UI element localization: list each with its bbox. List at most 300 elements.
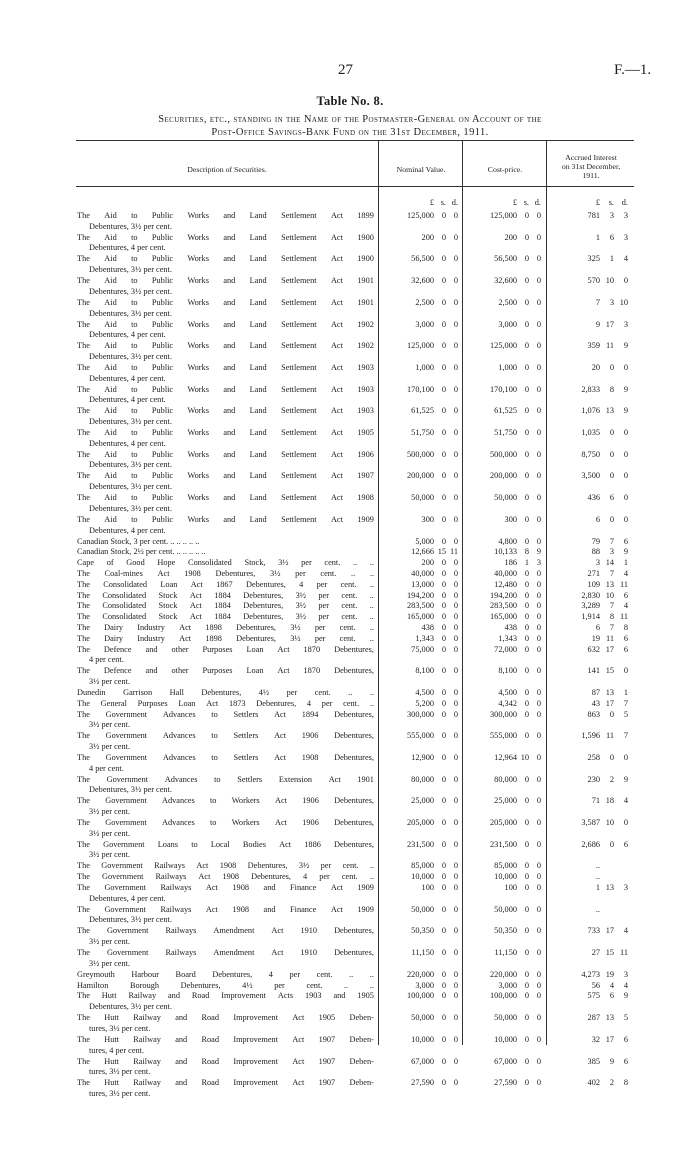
cost-shillings: 1	[524, 558, 529, 568]
security-description	[77, 840, 374, 862]
cost-pence: 0	[536, 926, 541, 936]
accrued-pounds: 109	[587, 579, 600, 589]
accrued-pence: 9	[623, 774, 628, 784]
description-line-1: The Consolidated Stock Act 1884 Debentures, 3½ per cent. ..	[77, 590, 374, 600]
accrued-pence: 6	[623, 839, 628, 849]
nominal-shillings: 0	[441, 297, 446, 307]
table-row	[0, 623, 700, 634]
nominal-pence: 0	[453, 319, 458, 329]
unit-pence: d.	[534, 198, 541, 207]
security-description	[77, 1057, 374, 1079]
cost-pounds: 300,000	[490, 709, 517, 719]
nominal-shillings: 0	[441, 493, 446, 503]
cost-pence: 0	[536, 752, 541, 762]
accrued-shillings: 6	[609, 232, 614, 242]
cost-pence: 0	[536, 633, 541, 643]
security-description	[77, 981, 374, 992]
nominal-pounds: 300,000	[407, 709, 434, 719]
cost-shillings: 0	[524, 384, 529, 394]
accrued-pounds: 436	[587, 493, 600, 503]
description-line-2: 3½ per cent.	[89, 850, 131, 860]
table-row	[0, 450, 700, 472]
nominal-shillings: 0	[441, 752, 446, 762]
nominal-pence: 0	[453, 1013, 458, 1023]
cost-shillings: 0	[524, 796, 529, 806]
nominal-pounds: 56,500	[411, 254, 434, 264]
security-description	[77, 1035, 374, 1057]
description-line-2: Debentures, 3½ per cent.	[89, 785, 172, 795]
cost-pence: 0	[536, 883, 541, 892]
accrued-pence: 4	[623, 568, 628, 578]
nominal-shillings: 0	[441, 622, 446, 632]
accrued-pounds: 733	[587, 926, 600, 936]
nominal-pounds: 5,200	[415, 698, 434, 708]
security-description	[77, 569, 374, 580]
cost-pounds: 8,100	[498, 666, 517, 676]
accrued-pounds: 87	[591, 687, 600, 697]
nominal-pounds: 10,000	[411, 1034, 434, 1044]
description-line-1: The Consolidated Loan Act 1867 Debentures, 4 per cent. ..	[77, 579, 374, 589]
cost-pounds: 125,000	[490, 211, 517, 220]
accrued-pence: 11	[620, 612, 628, 622]
cost-shillings: 0	[524, 297, 529, 307]
accrued-pence: 9	[623, 384, 628, 394]
table-row	[0, 515, 700, 537]
accrued-pounds: ..	[595, 861, 600, 871]
accrued-shillings: 2	[609, 774, 614, 784]
nominal-pounds: 40,000	[411, 568, 434, 578]
nominal-pounds: 25,000	[411, 796, 434, 806]
nominal-pounds: 220,000	[407, 969, 434, 979]
accrued-pence: 11	[620, 579, 628, 589]
table-row	[0, 731, 700, 753]
description-line-2: Debentures, 3½ per cent.	[89, 265, 172, 275]
accrued-shillings: 9	[609, 1056, 614, 1066]
accrued-pence: 7	[623, 731, 628, 741]
cost-shillings: 0	[524, 590, 529, 600]
nominal-pounds: 8,100	[415, 666, 434, 676]
nominal-pounds: 32,600	[411, 276, 434, 286]
nominal-pence: 0	[453, 861, 458, 871]
nominal-pence: 0	[453, 698, 458, 708]
accrued-shillings: 10	[605, 590, 614, 600]
security-description	[77, 905, 374, 927]
description-line-2: Debentures, 3½ per cent.	[89, 503, 172, 513]
nominal-pence: 0	[453, 471, 458, 481]
nominal-pounds: 125,000	[407, 341, 434, 351]
cost-pounds: 1,343	[498, 633, 517, 643]
cost-pounds: 25,000	[494, 796, 517, 806]
cost-pence: 0	[536, 1034, 541, 1044]
cost-pence: 0	[536, 514, 541, 524]
cost-pence: 0	[536, 254, 541, 264]
cost-shillings: 0	[524, 341, 529, 351]
description-line-1: The Coal-mines Act 1908 Debentures, 3½ per cent. .. ..	[77, 568, 374, 578]
table-row	[0, 1057, 700, 1079]
cost-shillings: 0	[524, 276, 529, 286]
accrued-pence: 8	[623, 622, 628, 632]
nominal-pounds: 3,000	[415, 980, 434, 990]
nominal-shillings: 0	[441, 709, 446, 719]
nominal-pounds: 231,500	[407, 839, 434, 849]
nominal-shillings: 0	[441, 341, 446, 351]
security-description	[77, 537, 374, 548]
unit-pound: £	[429, 198, 434, 207]
description-line-1: Greymouth Harbour Board Debentures, 4 per cent. .. ..	[77, 969, 374, 979]
nominal-pounds: 200	[421, 232, 434, 242]
accrued-pounds: 6	[595, 514, 600, 524]
cost-pence: 0	[536, 428, 541, 437]
cost-pence: 0	[536, 362, 541, 372]
cost-pence: 0	[536, 319, 541, 329]
cost-pence: 0	[536, 1013, 541, 1023]
description-line-2: Debentures, 3½ per cent.	[89, 286, 172, 296]
cost-pounds: 500,000	[490, 449, 517, 459]
cost-shillings: 0	[524, 666, 529, 676]
cost-pence: 0	[536, 731, 541, 741]
nominal-pounds: 165,000	[407, 612, 434, 622]
cost-shillings: 0	[524, 926, 529, 936]
table-row	[0, 666, 700, 688]
cost-pounds: 125,000	[490, 341, 517, 351]
table-row	[0, 233, 700, 255]
security-description	[77, 753, 374, 775]
accrued-pence: 6	[623, 536, 628, 546]
security-description	[77, 601, 374, 612]
table-row	[0, 537, 700, 548]
accrued-shillings: 11	[606, 341, 614, 351]
accrued-pence: 0	[623, 449, 628, 459]
nominal-shillings: 0	[441, 904, 446, 914]
unit-shillings: s.	[608, 198, 614, 207]
accrued-pounds: 141	[587, 666, 600, 676]
accrued-pence: 1	[623, 687, 628, 697]
accrued-shillings: 17	[605, 926, 614, 936]
security-description	[77, 341, 374, 363]
accrued-pence: 4	[623, 980, 628, 990]
table-row	[0, 601, 700, 612]
security-description	[77, 970, 374, 981]
cost-pounds: 438	[504, 622, 517, 632]
nominal-pounds: 50,000	[411, 904, 434, 914]
description-line-1: The Defence and other Purposes Loan Act 1870 Debentures,	[77, 666, 374, 676]
description-line-1: The Aid to Public Works and Land Settlement Act 1903	[77, 362, 374, 372]
cost-pounds: 4,500	[498, 687, 517, 697]
nominal-pence: 0	[453, 536, 458, 546]
accrued-pounds: 4,273	[581, 969, 600, 979]
accrued-pence: 11	[620, 948, 628, 958]
accrued-pence: 9	[623, 406, 628, 416]
nominal-shillings: 0	[441, 969, 446, 979]
cost-pence: 0	[536, 297, 541, 307]
nominal-pence: 0	[453, 731, 458, 741]
cost-pence: 0	[536, 818, 541, 827]
header-accrued-line-1: Accrued Interest	[565, 153, 617, 162]
cost-shillings: 0	[524, 904, 529, 914]
nominal-pounds: 80,000	[411, 774, 434, 784]
security-description	[77, 645, 374, 667]
security-description	[77, 428, 374, 450]
description-line-1: The Aid to Public Works and Land Settlement Act 1909	[77, 514, 374, 524]
accrued-pounds: 2,833	[581, 384, 600, 394]
nominal-shillings: 0	[441, 1013, 446, 1023]
cost-pence: 0	[536, 644, 541, 654]
nominal-shillings: 0	[441, 406, 446, 416]
accrued-shillings: 13	[605, 883, 614, 892]
nominal-shillings: 0	[441, 211, 446, 220]
cost-shillings: 0	[524, 514, 529, 524]
nominal-pence: 0	[453, 1078, 458, 1088]
security-description	[77, 818, 374, 840]
table-row	[0, 385, 700, 407]
accrued-shillings: 13	[605, 406, 614, 416]
nominal-pounds: 67,000	[411, 1056, 434, 1066]
table-row	[0, 580, 700, 591]
table-row	[0, 612, 700, 623]
cost-pence: 0	[536, 774, 541, 784]
description-line-1: The Consolidated Stock Act 1884 Debentures, 3½ per cent. ..	[77, 601, 374, 611]
accrued-pounds: 575	[587, 991, 600, 1001]
accrued-pence: 0	[623, 514, 628, 524]
cost-pence: 0	[536, 449, 541, 459]
accrued-pounds: 6	[595, 622, 600, 632]
accrued-shillings: 8	[609, 612, 614, 622]
accrued-pounds: 8,750	[581, 449, 600, 459]
accrued-shillings: 3	[609, 297, 614, 307]
description-line-1: Canadian Stock, 3 per cent. .. .. .. .. ..	[77, 536, 200, 546]
accrued-shillings: 7	[609, 568, 614, 578]
accrued-shillings: 0	[609, 428, 614, 437]
cost-pence: 0	[536, 622, 541, 632]
nominal-shillings: 0	[441, 818, 446, 827]
accrued-pounds: 1,076	[581, 406, 600, 416]
cost-pounds: 300	[504, 514, 517, 524]
description-line-2: 3½ per cent.	[89, 676, 131, 686]
table-row	[0, 1078, 700, 1100]
accrued-pence: 5	[623, 709, 628, 719]
nominal-shillings: 0	[441, 449, 446, 459]
table-row	[0, 883, 700, 905]
accrued-shillings: 14	[605, 558, 614, 568]
security-description	[77, 623, 374, 634]
security-description	[77, 872, 374, 883]
description-line-1: The Government Railways Act 1908 Debentures, 3½ per cent. ..	[77, 861, 374, 871]
table-row	[0, 569, 700, 580]
cost-pounds: 10,133	[494, 547, 517, 557]
security-description	[77, 558, 374, 569]
nominal-pounds: 50,000	[411, 1013, 434, 1023]
nominal-shillings: 0	[441, 579, 446, 589]
description-line-2: Debentures, 3½ per cent.	[89, 482, 172, 492]
cost-shillings: 0	[524, 319, 529, 329]
unit-pence: d.	[621, 198, 628, 207]
security-description	[77, 861, 374, 872]
accrued-pounds: 1	[595, 883, 600, 892]
nominal-pence: 0	[453, 568, 458, 578]
security-description	[77, 363, 374, 385]
accrued-shillings: 7	[609, 536, 614, 546]
nominal-pence: 0	[453, 276, 458, 286]
nominal-pence: 0	[453, 926, 458, 936]
description-line-1: Cape of Good Hope Consolidated Stock, 3½ per cent. .. ..	[77, 558, 374, 568]
accrued-pence: 0	[623, 428, 628, 437]
description-line-1: The Government Railways Act 1908 Debentures, 4 per cent. ..	[77, 872, 374, 882]
description-line-1: Dunedin Garrison Hall Debentures, 4½ per cent. .. ..	[77, 687, 374, 697]
nominal-pence: 0	[453, 232, 458, 242]
unit-pound: £	[512, 198, 517, 207]
accrued-pounds: 3	[595, 558, 600, 568]
description-line-1: The Aid to Public Works and Land Settlement Act 1901	[77, 276, 374, 286]
nominal-pence: 0	[453, 774, 458, 784]
cost-shillings: 0	[524, 698, 529, 708]
nominal-shillings: 0	[441, 601, 446, 611]
cost-pounds: 205,000	[490, 818, 517, 827]
nominal-pence: 0	[453, 612, 458, 622]
security-description	[77, 666, 374, 688]
cost-pounds: 4,342	[498, 698, 517, 708]
cost-pounds: 27,590	[494, 1078, 517, 1088]
accrued-pence: 4	[623, 254, 628, 264]
nominal-pounds: 4,500	[415, 687, 434, 697]
accrued-pounds: ..	[595, 872, 600, 882]
cost-shillings: 0	[524, 969, 529, 979]
accrued-pounds: 2,830	[581, 590, 600, 600]
description-line-1: The Government Advances to Settlers Act 1908 Debentures,	[77, 752, 374, 762]
nominal-pence: 0	[453, 622, 458, 632]
accrued-pounds: 9	[595, 319, 600, 329]
nominal-pounds: 75,000	[411, 644, 434, 654]
nominal-shillings: 0	[441, 536, 446, 546]
nominal-shillings: 0	[441, 590, 446, 600]
cost-pence: 0	[536, 232, 541, 242]
cost-pence: 0	[536, 612, 541, 622]
security-description	[77, 699, 374, 710]
nominal-shillings: 0	[441, 362, 446, 372]
table-row	[0, 1013, 700, 1035]
accrued-pence: 3	[623, 883, 628, 892]
accrued-pence: 8	[623, 1078, 628, 1088]
accrued-pounds: 88	[591, 547, 600, 557]
accrued-pounds: ..	[595, 904, 600, 914]
accrued-pounds: 1,596	[581, 731, 600, 741]
cost-shillings: 0	[524, 232, 529, 242]
nominal-shillings: 0	[441, 232, 446, 242]
table-row	[0, 428, 700, 450]
table-row	[0, 254, 700, 276]
nominal-pence: 0	[453, 969, 458, 979]
table-row	[0, 320, 700, 342]
cost-shillings: 0	[524, 980, 529, 990]
nominal-pounds: 283,500	[407, 601, 434, 611]
security-description	[77, 883, 374, 905]
nominal-pence: 0	[453, 818, 458, 827]
description-line-2: Debentures, 4 per cent.	[89, 330, 166, 340]
nominal-pence: 0	[453, 211, 458, 220]
description-line-1: The Consolidated Stock Act 1884 Debentures, 3½ per cent. ..	[77, 612, 374, 622]
accrued-shillings: 0	[609, 839, 614, 849]
nominal-shillings: 0	[441, 514, 446, 524]
description-line-1: The Aid to Public Works and Land Settlement Act 1900	[77, 232, 374, 242]
cost-pounds: 100	[504, 883, 517, 892]
nominal-pounds: 2,500	[415, 297, 434, 307]
nominal-pence: 0	[453, 633, 458, 643]
security-description	[77, 493, 374, 515]
cost-pounds: 10,000	[494, 1034, 517, 1044]
accrued-pounds: 79	[591, 536, 600, 546]
nominal-pounds: 27,590	[411, 1078, 434, 1088]
cost-pence: 0	[536, 1078, 541, 1088]
nominal-pence: 0	[453, 980, 458, 990]
accrued-pounds: 32	[591, 1034, 600, 1044]
cost-pounds: 50,000	[494, 904, 517, 914]
security-description	[77, 298, 374, 320]
nominal-shillings: 0	[441, 980, 446, 990]
cost-shillings: 0	[524, 948, 529, 958]
security-description	[77, 710, 374, 732]
nominal-shillings: 0	[441, 558, 446, 568]
accrued-pounds: 20	[591, 362, 600, 372]
cost-shillings: 0	[524, 839, 529, 849]
cost-shillings: 0	[524, 211, 529, 220]
accrued-pence: 3	[623, 232, 628, 242]
nominal-pence: 0	[453, 872, 458, 882]
accrued-shillings: 1	[609, 254, 614, 264]
description-line-2: 3½ per cent.	[89, 741, 131, 751]
cost-shillings: 0	[524, 1056, 529, 1066]
nominal-pounds: 100	[421, 883, 434, 892]
nominal-shillings: 0	[441, 1034, 446, 1044]
cost-pounds: 51,750	[494, 428, 517, 437]
accrued-pounds: 43	[591, 698, 600, 708]
accrued-pence: 6	[623, 1056, 628, 1066]
cost-pounds: 32,600	[494, 276, 517, 286]
accrued-shillings: 2	[609, 1078, 614, 1088]
security-description	[77, 580, 374, 591]
cost-pounds: 4,800	[498, 536, 517, 546]
nominal-pounds: 3,000	[415, 319, 434, 329]
accrued-pence: 0	[623, 471, 628, 481]
nominal-pence: 0	[453, 839, 458, 849]
nominal-pounds: 12,900	[411, 752, 434, 762]
nominal-shillings: 0	[441, 276, 446, 286]
accrued-pounds: 632	[587, 644, 600, 654]
unit-shillings: s.	[523, 198, 529, 207]
cost-pounds: 3,000	[498, 319, 517, 329]
description-line-2: Debentures, 4 per cent.	[89, 525, 166, 535]
cost-pounds: 50,350	[494, 926, 517, 936]
table-row	[0, 699, 700, 710]
description-line-2: 3½ per cent.	[89, 828, 131, 838]
accrued-shillings: 7	[609, 601, 614, 611]
description-line-1: The Dairy Industry Act 1898 Debentures, 3½ per cent. ..	[77, 622, 374, 632]
accrued-pounds: 1	[595, 232, 600, 242]
nominal-pounds: 50,350	[411, 926, 434, 936]
nominal-pence: 0	[453, 904, 458, 914]
cost-shillings: 0	[524, 1078, 529, 1088]
accrued-pence: 0	[623, 276, 628, 286]
accrued-shillings: 18	[605, 796, 614, 806]
security-description	[77, 591, 374, 602]
accrued-shillings: 0	[609, 514, 614, 524]
cost-pence: 0	[536, 861, 541, 871]
description-line-1: The Aid to Public Works and Land Settlement Act 1908	[77, 493, 374, 503]
description-line-2: Debentures, 3½ per cent.	[89, 221, 172, 231]
header-nominal-value: Nominal Value.	[396, 165, 446, 174]
description-line-1: The Government Railways Act 1908 and Finance Act 1909	[77, 904, 374, 914]
accrued-pounds: 570	[587, 276, 600, 286]
accrued-pounds: 7	[595, 297, 600, 307]
cost-shillings: 10	[520, 752, 529, 762]
